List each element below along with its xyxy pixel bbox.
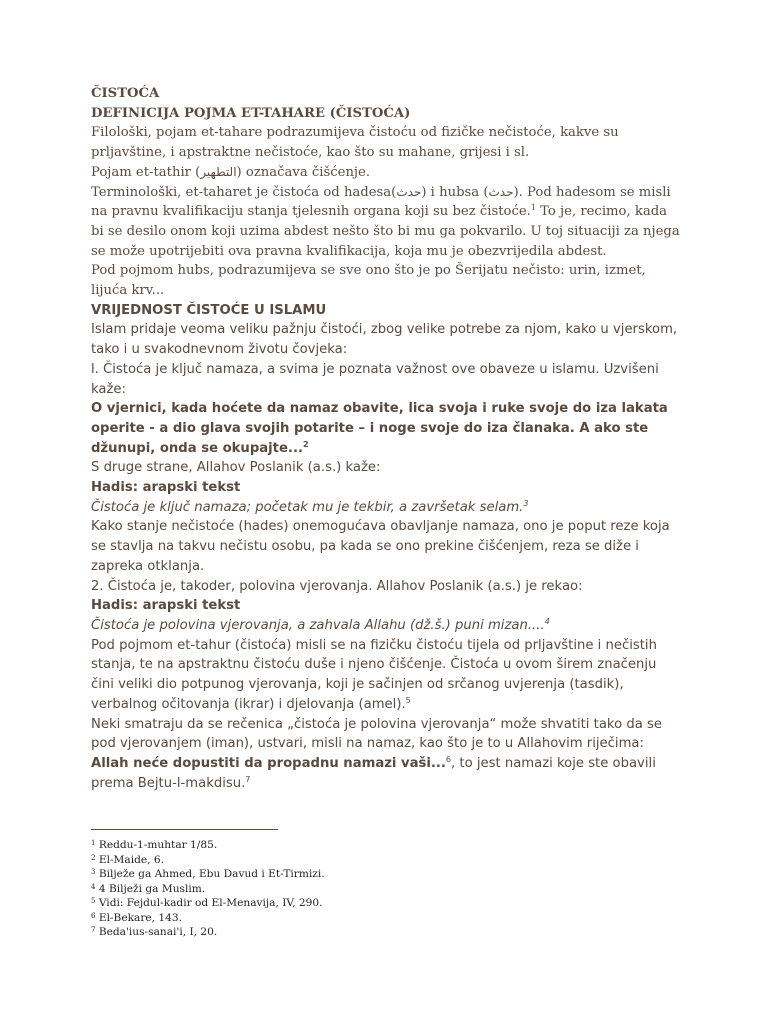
hadis-label: Hadis: arapski tekst: [91, 598, 241, 614]
quran-quote: O vjernici, kada hoćete da namaz obavite, lica svoja i ruke svoje do iza lakata operite - a dio glava svojih potarite – i noge svoje do iza članaka. A ako ste džunupi, onda se okupajte...$^2$: [91, 401, 668, 456]
footnote: $^4$ 4 Bilježi ga Muslim.: [91, 882, 206, 895]
footnote-separator: [91, 829, 278, 830]
footnote: $^1$ Reddu-1-muhtar 1/85.: [91, 839, 218, 851]
footnotes: [91, 838, 491, 940]
footnote-ref-4[interactable]: 4: [544, 616, 550, 626]
footnote-ref-3[interactable]: 3: [523, 498, 529, 508]
paragraph-tathir: Pojam et-tathir (التطهير) označava čišćenje.: [91, 164, 371, 180]
section-heading-value: VRIJEDNOST ČISTOĆE U ISLAMU: [91, 302, 327, 318]
footnote: $^5$ Vidi: Fejdul-kadir od El-Menavija, IV, 290.: [91, 897, 323, 909]
hadis-translation: Čistoća je ključ namaza; početak mu je tekbir, a završetak selam.$^3$: [91, 498, 529, 515]
section-heading-definition: DEFINICIJA POJMA ET-TAHARE (ČISTOĆA): [91, 105, 411, 121]
document-title: ČISTOĆA: [91, 86, 160, 101]
footnote-ref-5[interactable]: 5: [405, 695, 411, 705]
paragraph-islam: Islam pridaje veoma veliku pažnju čistoći, zbog velike potrebe za njom, kako u vjerskom, tako i u svakodnevnom životu čovjeka:: [91, 322, 678, 358]
footnote-ref-7[interactable]: 7: [245, 774, 251, 784]
footnote: $^3$ Bilježe ga Ahmed, Ebu Davud i Et-Tirmizi.: [91, 868, 325, 880]
paragraph-hubs: Pod pojmom hubs, podrazumijeva se sve ono što je po Šerijatu nečisto: urin, izmet, lijuća krv...: [91, 263, 646, 299]
paragraph-half-of-faith: 2. Čistoća je, takoder, polovina vjerovanja. Allahov Poslanik (a.s.) je rekao:: [91, 578, 583, 594]
paragraph-key-of-prayer: l. Čistoća je ključ namaza, a svima je poznata važnost ove obaveze u islamu. Uzvišeni kaže:: [91, 361, 659, 397]
paragraph-philological: Filološki, pojam et-tahare podrazumijeva čistoću od fizičke nečistoće, kakve su prljavštine, i apstraktne nečistoće, kao što su mahane, grijesi i sl.: [91, 125, 619, 161]
hadis-translation: Čistoća je polovina vjerovanja, a zahvala Allahu (dž.š.) puni mizan....$^4$: [91, 616, 550, 633]
paragraph-interpretation: Neki smatraju da se rečenica „čistoća je polovina vjerovanja“ može shvatiti tako da se pod vjerovanjem (iman), ustvari, misli na namaz, kao što je to u Allahovim riječima:: [91, 716, 662, 752]
paragraph-et-tahur: Pod pojmom et-tahur (čistoća) misli se na fizičku čistoću tijela od prljavštine i nečistih stanja, te na apstraktnu čistoću duše i njeno čišćenje. Čistoća u ovom širem značenju čini veliki dio potpunog vjerovanja, koji je sačinjen od srčanog uvjerenja (tasdik), verbalnog očitovanja (ikrar) i djelovanja (amel).$^5$: [91, 637, 657, 712]
paragraph-prophet-says: S druge strane, Allahov Poslanik (a.s.) kaže:: [91, 460, 381, 476]
footnote-ref-1[interactable]: 1: [530, 203, 536, 213]
footnote-ref-2[interactable]: 2: [302, 439, 309, 449]
arabic-term: حدث: [396, 184, 422, 199]
hadis-label: Hadis: arapski tekst: [91, 480, 241, 496]
footnote: $^7$ Beda'ius-sanai'i, I, 20.: [91, 926, 218, 938]
footnote-ref-6[interactable]: 6: [445, 754, 452, 764]
paragraph-quran-namaz: Allah neće dopustiti da propadnu namazi vaši...$^6$, to jest namazi koje ste obavili prema Bejtu-l-makdisu.$^7$: [91, 754, 656, 791]
footnote: $^6$ El-Bekare, 143.: [91, 911, 182, 924]
document-body: [91, 84, 681, 793]
paragraph-terminological: Terminološki, et-taharet je čistoća od hadesa(حدث) i hubsa (حدث). Pod hadesom se misli na pravnu kvalifikaciju stanja tjelesnih organa koji su bez čistoće.$^1$ To je, recimo, kada bi se desilo onom koji uzima abdest nešto što bi mu ga pokvarilo. U toj situaciji za njega se može upotrijebiti ova pravna kvalifikacija, koja mu je obezvrijedila abdest.: [91, 184, 680, 259]
footnote: $^2$ El-Maide, 6.: [91, 853, 164, 866]
arabic-term: حدث: [488, 184, 514, 199]
paragraph-hades: Kako stanje nečistoće (hades) onemogućava obavljanje namaza, ono je poput reze koja se stavlja na takvu nečistu osobu, pa kada se ono prekine čišćenjem, reza se diže i zapreka otklanja.: [91, 519, 670, 574]
arabic-term: التطهير: [200, 164, 237, 179]
